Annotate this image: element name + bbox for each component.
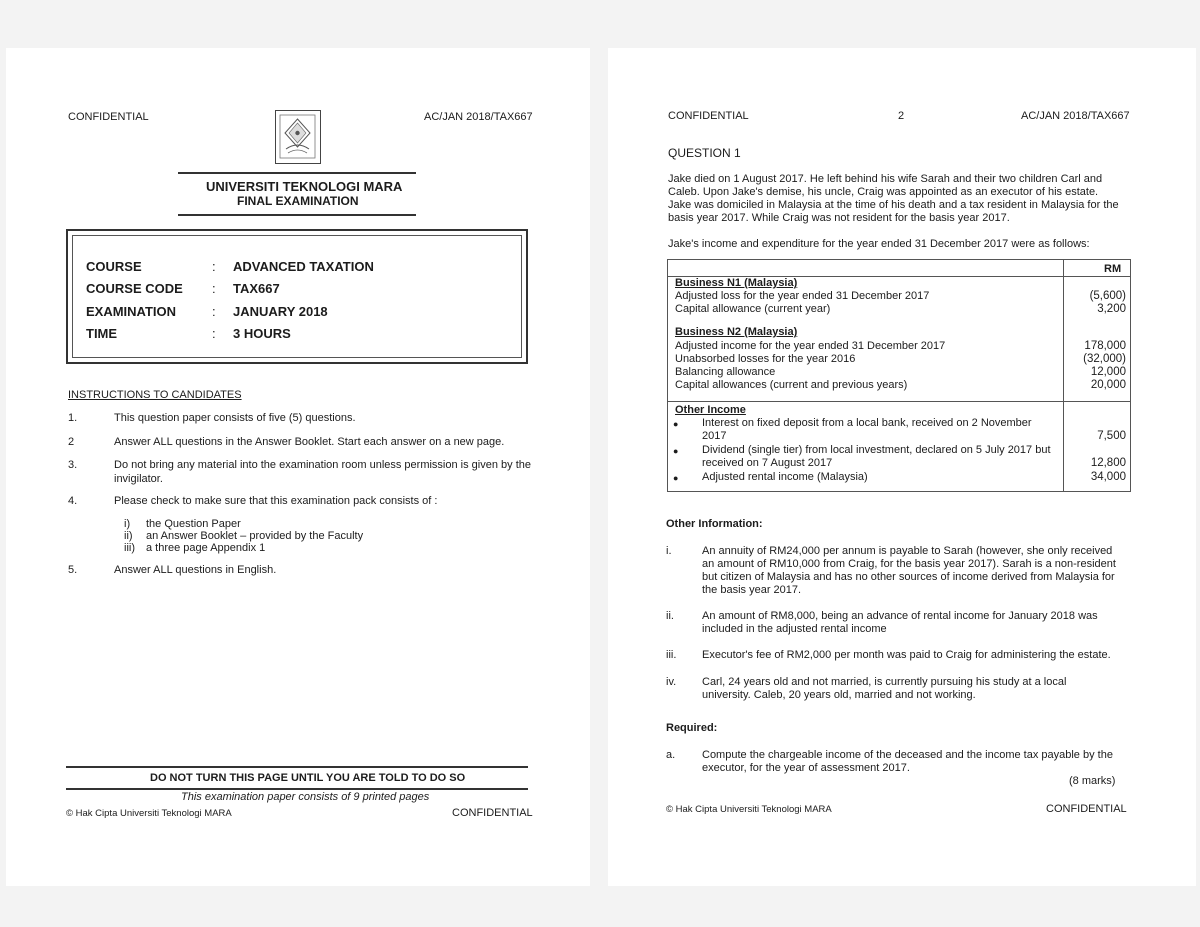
instruction-number: 2 [68,436,75,448]
section-divider [668,401,1130,402]
exam-code-header: AC/JAN 2018/TAX667 [1021,110,1130,122]
instruction-text: Please check to make sure that this examination pack consists of : [114,495,438,507]
title-rule-top [178,172,416,174]
table-row-amount: 178,000 [1084,340,1126,352]
marks: (8 marks) [1069,775,1116,787]
item-number: iii. [666,649,677,661]
table-row-desc: received on 7 August 2017 [702,457,833,469]
item-number: a. [666,749,676,761]
table-row-amount: (5,600) [1089,290,1126,302]
table-row-amount: (32,000) [1083,353,1126,365]
university-name: UNIVERSITI TEKNOLOGI MARA [206,179,403,194]
intro-line: Jake died on 1 August 2017. He left behind his wife Sarah and their two children Carl and [668,173,1103,185]
item-number: ii. [666,610,674,622]
course-label: COURSE [86,259,142,274]
copyright: © Hak Cipta Universiti Teknologi MARA [66,808,232,819]
page-number: 2 [898,110,905,122]
item-line: the basis year 2017. [702,584,802,596]
time-label: TIME [86,326,118,341]
confidential-footer: CONFIDENTIAL [1046,803,1127,815]
table-row-desc: Capital allowances (current and previous years) [675,379,908,391]
item-number: iv. [666,676,677,688]
confidential-header: CONFIDENTIAL [668,110,749,122]
instruction-number: 5. [68,564,78,576]
table-row-desc: Dividend (single tier) from local investment, declared on 5 July 2017 but [702,444,1051,456]
item-line: Carl, 24 years old and not married, is currently pursuing his study at a local [702,676,1067,688]
examination-label: EXAMINATION [86,304,177,319]
intro-line: Jake was domiciled in Malaysia at the time of his death and a tax resident in Malaysia for the [668,199,1119,211]
course-code-value: TAX667 [233,281,280,296]
pack-item-text: the Question Paper [146,518,241,530]
table-row-desc: Capital allowance (current year) [675,303,831,315]
amount-column-divider [1063,260,1064,491]
table-row-desc: Balancing allowance [675,366,776,378]
course-value: ADVANCED TAXATION [233,259,374,274]
university-logo [275,110,321,164]
table-row-amount: 20,000 [1090,379,1126,391]
other-income-title: Other Income [675,404,746,416]
table-row-amount: 34,000 [1090,471,1126,483]
pack-item-text: a three page Appendix 1 [146,542,266,554]
pack-item-text: an Answer Booklet – provided by the Faculty [146,530,364,542]
course-code-label: COURSE CODE [86,281,183,296]
table-row-desc: Adjusted loss for the year ended 31 December 2017 [675,290,930,302]
table-row-desc: Unabsorbed losses for the year 2016 [675,353,856,365]
table-row-desc: 2017 [702,430,727,442]
time-value: 3 HOURS [233,326,291,341]
business-n1-title: Business N1 (Malaysia) [675,277,798,289]
cover-page [6,48,590,886]
instruction-text: Do not bring any material into the examination room unless permission is given by the [114,459,531,471]
other-information-heading: Other Information: [666,518,763,530]
instruction-text: This question paper consists of five (5) questions. [114,412,356,424]
examination-separator: : [212,304,216,319]
footer-rule-top [66,766,528,768]
instructions-heading: INSTRUCTIONS TO CANDIDATES [68,389,242,401]
item-line: executor, for the year of assessment 2017. [702,762,910,774]
course-separator: : [212,259,216,274]
item-line: An annuity of RM24,000 per annum is payable to Sarah (however, she only received [702,545,1113,557]
item-line: an amount of RM10,000 from Craig, for the basis year 2017). Sarah is a non-resident [702,558,1116,570]
confidential-footer: CONFIDENTIAL [452,807,533,819]
bullet-icon: ● [673,419,679,429]
exam-title: FINAL EXAMINATION [237,194,359,208]
instruction-number: 1. [68,412,78,424]
instruction-text: invigilator. [114,473,163,485]
instruction-text: Answer ALL questions in English. [114,564,277,576]
table-row-amount: 7,500 [1097,430,1126,442]
do-not-turn-warning: DO NOT TURN THIS PAGE UNTIL YOU ARE TOLD TO DO SO [150,772,466,784]
table-intro: Jake's income and expenditure for the year ended 31 December 2017 were as follows: [668,238,1090,250]
item-line: Compute the chargeable income of the deceased and the income tax payable by the [702,749,1113,761]
table-row-amount: 12,000 [1090,366,1126,378]
course-code-separator: : [212,281,216,296]
table-row-desc: Adjusted rental income (Malaysia) [702,471,868,483]
pack-item-number: i) [124,518,131,530]
copyright: © Hak Cipta Universiti Teknologi MARA [666,804,832,815]
item-line: Executor's fee of RM2,000 per month was paid to Craig for administering the estate. [702,649,1111,661]
pack-item-number: iii) [124,542,135,554]
required-heading: Required: [666,722,718,734]
instruction-text: Answer ALL questions in the Answer Booklet. Start each answer on a new page. [114,436,505,448]
item-line: included in the adjusted rental income [702,623,887,635]
item-line: university. Caleb, 20 years old, married and not working. [702,689,976,701]
title-rule-bottom [178,214,416,216]
table-row-amount: 12,800 [1090,457,1126,469]
intro-line: basis year 2017. While Craig was not resident for the basis year 2017. [668,212,1010,224]
table-row-desc: Interest on fixed deposit from a local bank, received on 2 November [702,417,1032,429]
question-title: QUESTION 1 [668,146,741,160]
university-crest-icon [276,111,319,162]
confidential-header: CONFIDENTIAL [68,111,149,123]
printed-pages-note: This examination paper consists of 9 printed pages [181,791,430,803]
item-line: but citizen of Malaysia and has no other sources of income derived from Malaysia for [702,571,1115,583]
intro-line: Caleb. Upon Jake's demise, his uncle, Craig was appointed as an executor of his estate. [668,186,1099,198]
table-row-desc: Adjusted income for the year ended 31 December 2017 [675,340,946,352]
business-n2-title: Business N2 (Malaysia) [675,326,798,338]
examination-value: JANUARY 2018 [233,304,328,319]
time-separator: : [212,326,216,341]
table-row-amount: 3,200 [1097,303,1126,315]
item-number: i. [666,545,672,557]
item-line: An amount of RM8,000, being an advance of rental income for January 2018 was [702,610,1098,622]
instruction-number: 4. [68,495,78,507]
currency-header: RM [1104,263,1122,275]
course-details-box [66,229,528,364]
footer-rule-bottom [66,788,528,790]
bullet-icon: ● [673,473,679,483]
pack-item-number: ii) [124,530,133,542]
instruction-number: 3. [68,459,78,471]
bullet-icon: ● [673,446,679,456]
exam-code-header: AC/JAN 2018/TAX667 [424,111,533,123]
income-table [667,259,1131,492]
question-page [608,48,1196,886]
